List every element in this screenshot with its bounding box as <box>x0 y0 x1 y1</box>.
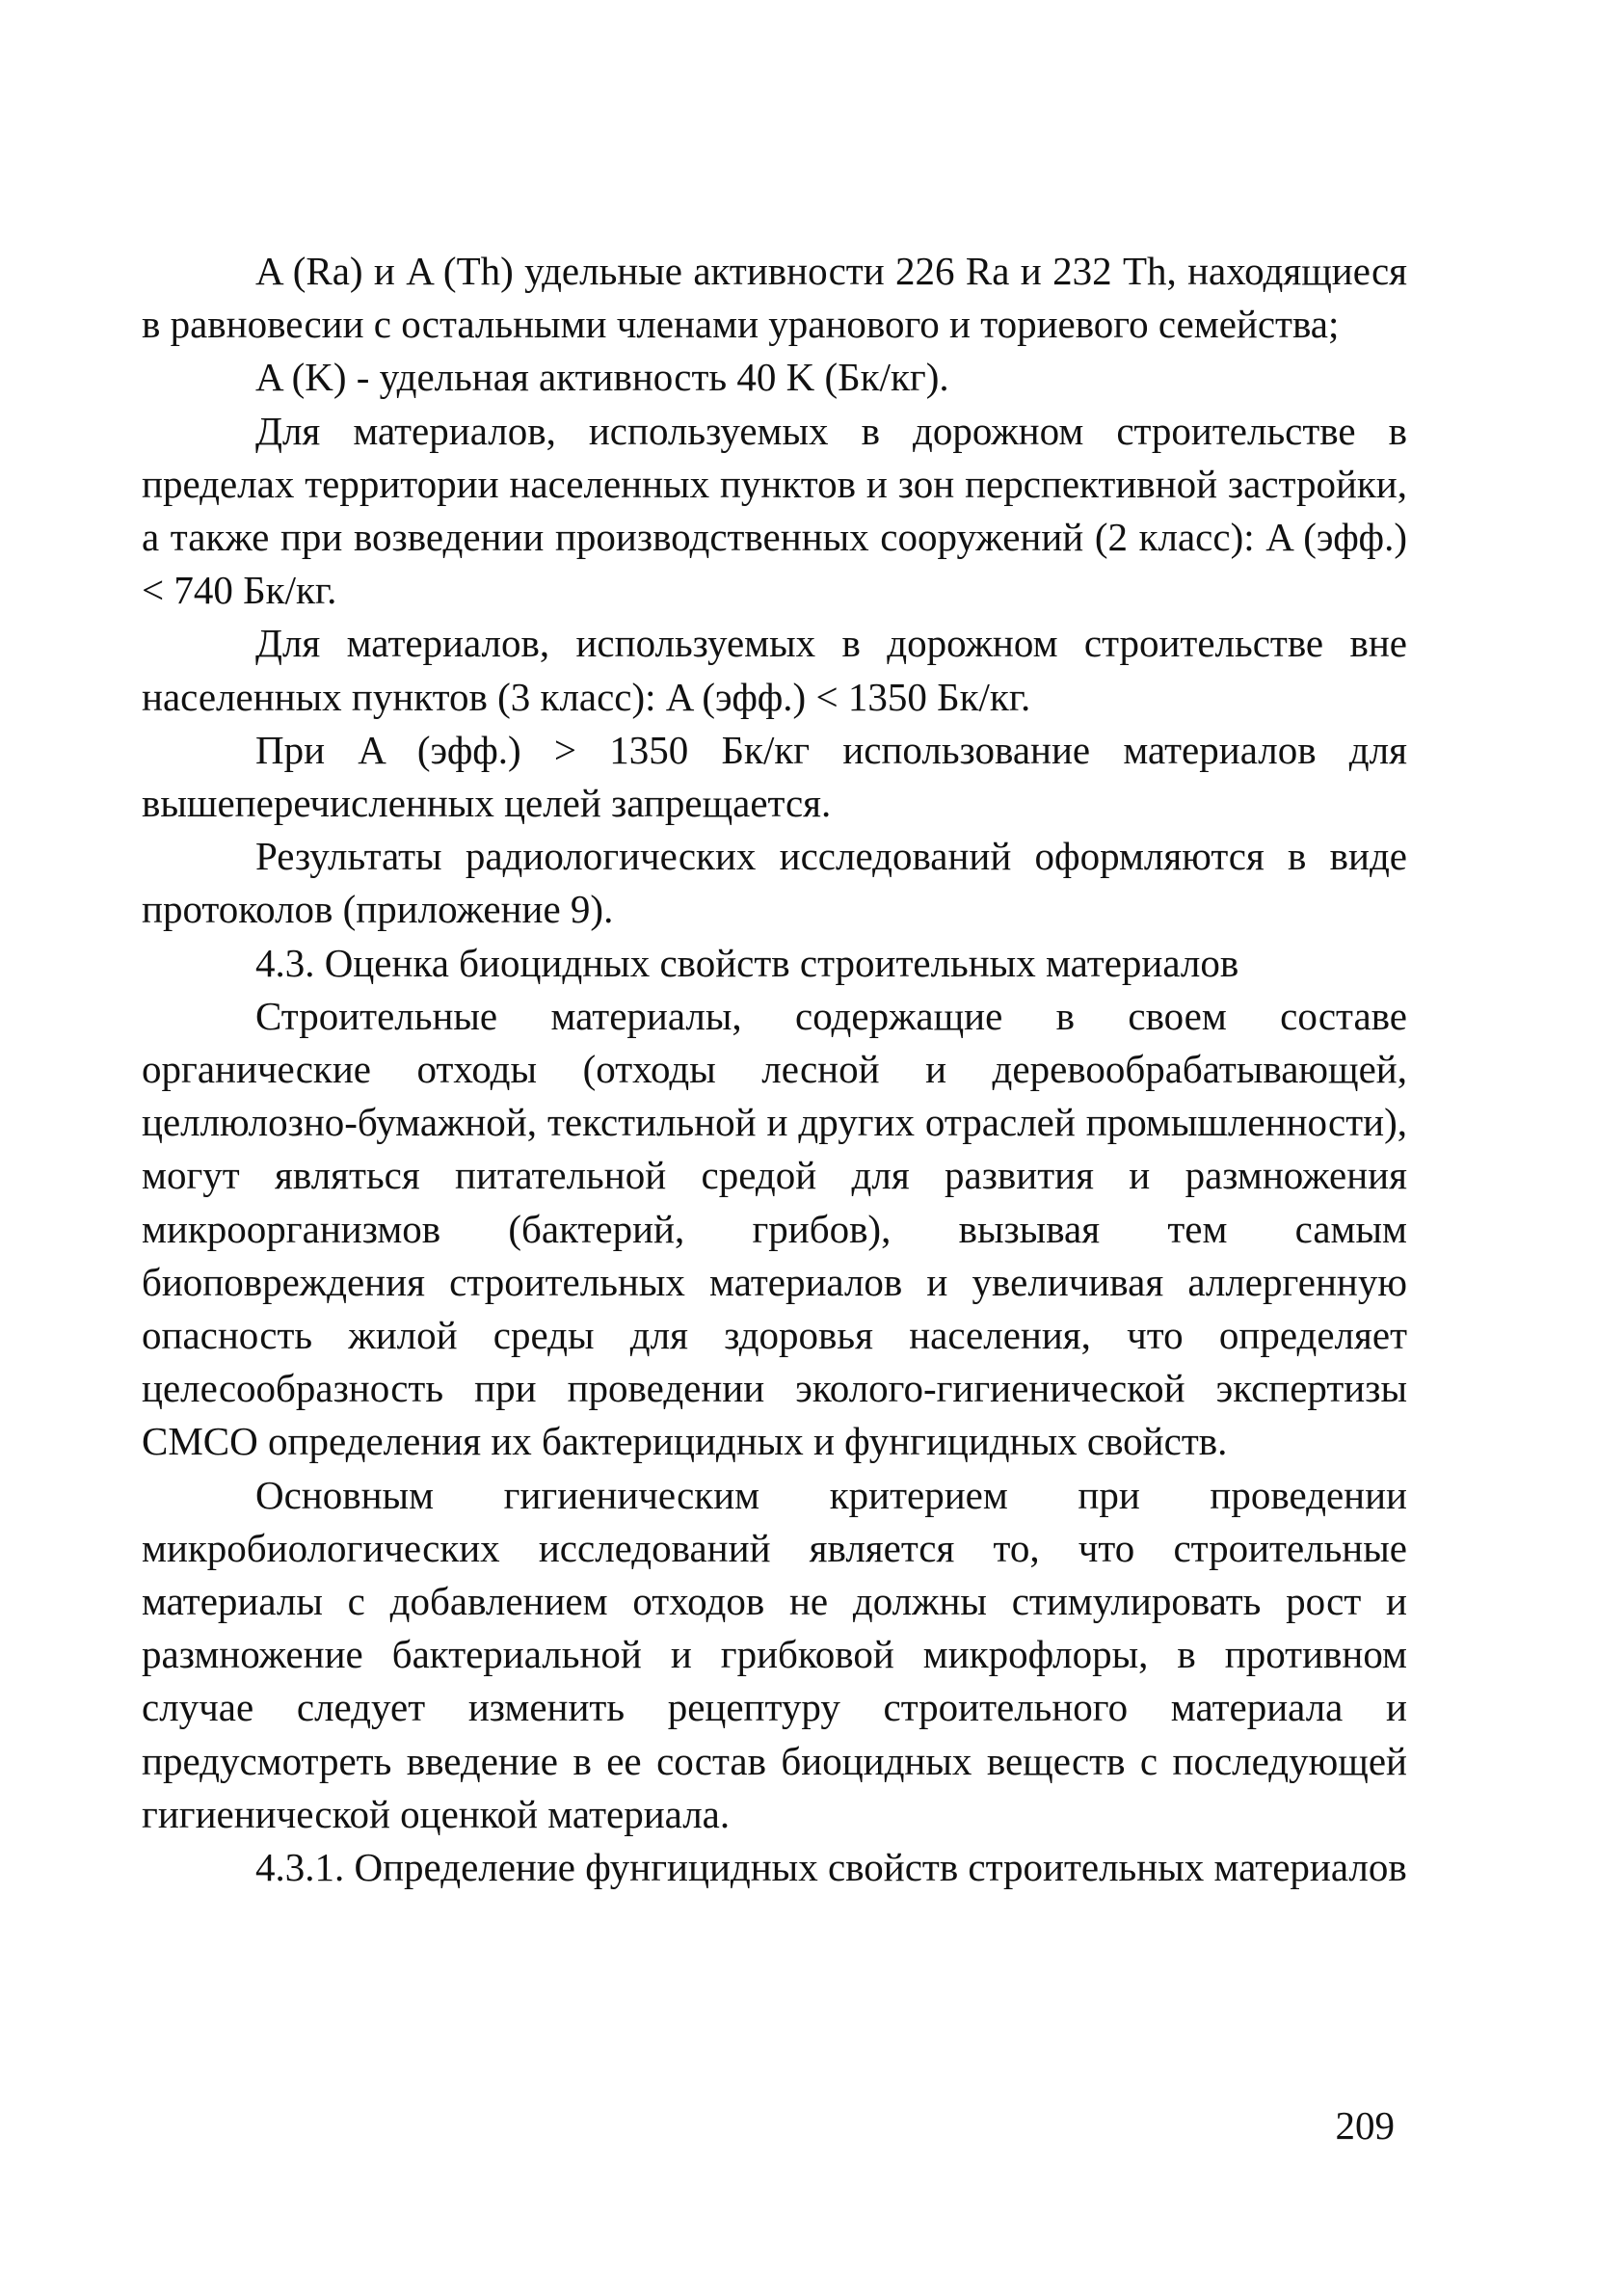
paragraph-class-2-limit: Для материалов, используемых в дорожном строительстве в пределах территории населенных пунктов и зон перспективной застройки, а также при возведении производственных сооружений (2 класс): A (эфф.) < 740 Бк/кг. <box>142 408 1407 613</box>
paragraph-activity-definitions: A (Ra) и A (Th) удельные активности 226 Ra и 232 Th, находящиеся в равновесии с остальными членами уранового и ториевого семейства; <box>142 249 1407 347</box>
section-heading-4-3: 4.3. Оценка биоцидных свойств строительных материалов <box>255 940 1239 985</box>
paragraph-prohibition: При A (эфф.) > 1350 Бк/кг использование материалов для вышеперечисленных целей запрещается. <box>142 727 1407 826</box>
section-heading-4-3-1: 4.3.1. Определение фунгицидных свойств строительных материалов <box>255 1845 1407 1890</box>
paragraph-organic-waste-materials: Строительные материалы, содержащие в своем составе органические отходы (отходы лесной и деревообрабатывающей, целлюлозно-бумажной, текстильной и других отраслей промышленности), могут являться питательной средой для развития и размножения микроорганизмов (бактерий, грибов), вызывая тем самым биоповреждения строительных материалов и увеличивая аллергенную опасность жилой среды для здоровья населения, что определяет целесообразность при проведении эколого-гигиенической экспертизы СМСО определения их бактерицидных и фунгицидных свойств. <box>142 993 1407 1464</box>
body-text <box>142 245 1407 1894</box>
paragraph-potassium-activity: A (K) - удельная активность 40 K (Бк/кг). <box>255 355 949 400</box>
paragraph-results-protocols: Результаты радиологических исследований оформляются в виде протоколов (приложение 9). <box>142 834 1407 932</box>
paragraph-hygienic-criterion: Основным гигиеническим критерием при проведении микробиологических исследований является то, что строительные материалы с добавлением отходов не должны стимулировать рост и размножение бактериальной и грибковой микрофлоры, в противном случае следует изменить рецептуру строительного материала и предусмотреть введение в ее состав биоцидных веществ с последующей гигиенической оценкой материала. <box>142 1472 1407 1836</box>
paragraph-class-3-limit: Для материалов, используемых в дорожном строительстве вне населенных пунктов (3 класс): A (эфф.) < 1350 Бк/кг. <box>142 621 1407 719</box>
page-number: 209 <box>1335 2103 1395 2148</box>
